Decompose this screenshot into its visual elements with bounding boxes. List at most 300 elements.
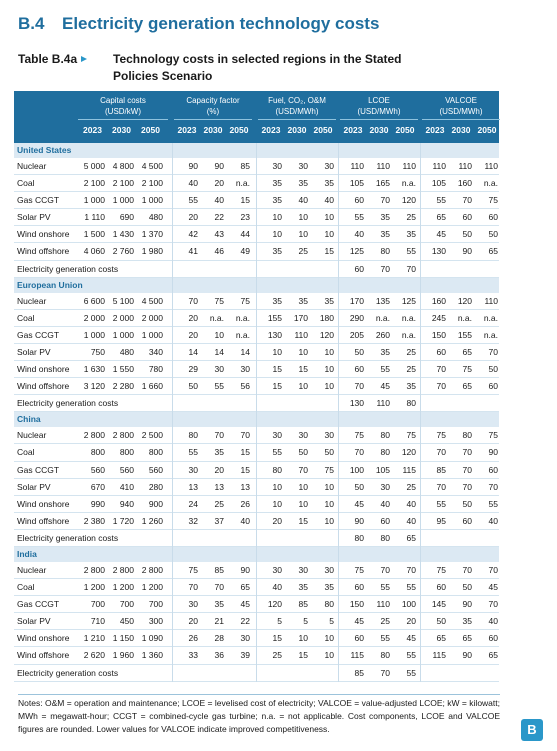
table-cell: 2 800 bbox=[141, 564, 163, 575]
section-title: Electricity generation technology costs bbox=[62, 14, 380, 33]
table-cell: 340 bbox=[148, 346, 163, 357]
column-divider bbox=[256, 143, 257, 682]
table-cell: 10 bbox=[272, 346, 282, 357]
table-cell: 4 800 bbox=[112, 161, 134, 171]
table-cell: 26 bbox=[188, 633, 198, 644]
table-cell: 70 bbox=[462, 564, 472, 575]
table-cell: 45 bbox=[240, 599, 250, 610]
table-cell: 25 bbox=[406, 481, 416, 492]
table-cell: 160 bbox=[431, 295, 446, 306]
table-cell: 35 bbox=[324, 295, 334, 306]
table-cell: 110 bbox=[376, 599, 390, 610]
table-cell: 10 bbox=[272, 212, 282, 223]
table-cell: 13 bbox=[214, 481, 224, 492]
table-cell: 155 bbox=[457, 329, 472, 340]
year-headers bbox=[422, 125, 500, 135]
table-cell: 170 bbox=[293, 312, 308, 323]
table-cell: 10 bbox=[324, 650, 334, 661]
table-cell: 10 bbox=[298, 229, 308, 240]
table-cell: 90 bbox=[488, 447, 498, 458]
table-cell: 35 bbox=[272, 246, 282, 257]
table-cell: 20 bbox=[188, 312, 198, 323]
table-cell: 750 bbox=[90, 346, 105, 357]
table-cell: 33 bbox=[188, 650, 198, 661]
table-cell: 60 bbox=[436, 582, 446, 593]
table-cell: 1 200 bbox=[112, 582, 134, 593]
table-cell: 110 bbox=[294, 329, 308, 340]
table-cell: 35 bbox=[214, 599, 224, 610]
table-cell: 55 bbox=[406, 582, 416, 593]
technology-name: Coal bbox=[17, 447, 35, 458]
table-cell: 70 bbox=[380, 263, 390, 274]
table-cell: 2 000 bbox=[141, 312, 163, 323]
table-cell: 40 bbox=[488, 616, 498, 627]
table-cell: 155 bbox=[267, 312, 282, 323]
table-cell: 65 bbox=[488, 246, 498, 257]
annex-tab: B bbox=[521, 719, 543, 741]
table-cell: 30 bbox=[272, 161, 282, 171]
table-cell: 80 bbox=[380, 447, 390, 458]
year-header: 2030 bbox=[287, 125, 307, 135]
table-cell: n.a. bbox=[401, 312, 416, 323]
table-cell: 2 000 bbox=[112, 312, 134, 323]
table-cell: 35 bbox=[298, 295, 308, 306]
table-cell: 50 bbox=[462, 582, 472, 593]
table-cell: 15 bbox=[240, 195, 250, 206]
table-cell: 70 bbox=[240, 430, 250, 441]
table-cell: 41 bbox=[188, 246, 198, 257]
table-cell: 35 bbox=[272, 195, 282, 206]
table-cell: 800 bbox=[148, 447, 163, 458]
table-cell: 20 bbox=[272, 515, 282, 526]
table-cell: 10 bbox=[298, 381, 308, 392]
table-cell: n.a. bbox=[235, 329, 250, 340]
table-cell: 2 100 bbox=[141, 178, 163, 189]
technology-name: Wind offshore bbox=[17, 246, 70, 257]
table-cell: 20 bbox=[188, 212, 198, 223]
table-cell: 120 bbox=[401, 195, 416, 206]
table-cell: 130 bbox=[431, 246, 446, 257]
table-cell: 50 bbox=[324, 447, 334, 458]
table-cell: 40 bbox=[488, 515, 498, 526]
table-cell: 10 bbox=[298, 346, 308, 357]
table-cell: 90 bbox=[214, 161, 224, 171]
table-cell: 50 bbox=[488, 229, 498, 240]
table-cell: 60 bbox=[354, 633, 364, 644]
table-cell: 2 100 bbox=[83, 178, 105, 189]
year-header: 2030 bbox=[112, 125, 131, 135]
column-divider bbox=[338, 143, 339, 682]
table-cell: 60 bbox=[488, 633, 498, 644]
table-cell: 2 800 bbox=[112, 430, 134, 441]
column-group-header bbox=[258, 95, 336, 120]
table-cell: 40 bbox=[406, 498, 416, 509]
table-cell: 110 bbox=[376, 398, 390, 409]
table-cell: 300 bbox=[148, 616, 163, 627]
table-cell: 10 bbox=[298, 498, 308, 509]
table-cell: 70 bbox=[436, 447, 446, 458]
table-cell: 60 bbox=[354, 582, 364, 593]
table-cell: 70 bbox=[406, 263, 416, 274]
table-cell: 14 bbox=[214, 346, 224, 357]
table-cell: 85 bbox=[214, 564, 224, 575]
table-cell: 70 bbox=[214, 582, 224, 593]
table-cell: 110 bbox=[484, 295, 498, 306]
table-cell: 480 bbox=[148, 212, 163, 223]
technology-name: Coal bbox=[17, 312, 35, 323]
table-cell: 10 bbox=[324, 364, 334, 375]
table-cell: 1 000 bbox=[112, 195, 134, 206]
table-cell: 5 bbox=[277, 616, 282, 627]
table-cell: 32 bbox=[188, 515, 198, 526]
table-cell: 80 bbox=[354, 532, 364, 543]
table-cell: 80 bbox=[324, 599, 334, 610]
table-cell: n.a. bbox=[375, 312, 390, 323]
table-cell: 1 200 bbox=[83, 582, 105, 593]
table-cell: 10 bbox=[324, 212, 334, 223]
table-cell: 14 bbox=[188, 346, 198, 357]
table-cell: 115 bbox=[432, 650, 446, 661]
section-header bbox=[18, 14, 379, 34]
table-cell: 25 bbox=[406, 346, 416, 357]
table-cell: 70 bbox=[188, 295, 198, 306]
column-group-name: Fuel, CO₂, O&M bbox=[268, 96, 326, 105]
table-cell: 75 bbox=[188, 564, 198, 575]
table-cell: 60 bbox=[354, 364, 364, 375]
table-cell: 30 bbox=[188, 599, 198, 610]
table-cell: 50 bbox=[462, 229, 472, 240]
table-cell: 25 bbox=[214, 498, 224, 509]
table-cell: 85 bbox=[436, 464, 446, 475]
table-cell: 46 bbox=[214, 246, 224, 257]
table-cell: 2 800 bbox=[83, 430, 105, 441]
table-cell: 70 bbox=[354, 447, 364, 458]
table-cell: 80 bbox=[188, 430, 198, 441]
table-cell: 1 200 bbox=[141, 582, 163, 593]
table-cell: 75 bbox=[240, 295, 250, 306]
table-cell: 5 100 bbox=[112, 295, 134, 306]
table-cell: 70 bbox=[488, 346, 498, 357]
table-cell: 55 bbox=[188, 447, 198, 458]
table-cell: n.a. bbox=[457, 312, 472, 323]
table-cell: 70 bbox=[380, 195, 390, 206]
table-cell: 110 bbox=[402, 161, 416, 171]
table-cell: 15 bbox=[272, 381, 282, 392]
table-cell: 4 500 bbox=[141, 295, 163, 306]
table-cell: 15 bbox=[298, 364, 308, 375]
table-cell: 30 bbox=[298, 430, 308, 441]
table-cell: 24 bbox=[188, 498, 198, 509]
technology-name: Coal bbox=[17, 582, 35, 593]
table-cell: 110 bbox=[484, 161, 498, 171]
table-cell: 13 bbox=[188, 481, 198, 492]
table-cell: 690 bbox=[119, 212, 134, 223]
table-cell: 55 bbox=[406, 246, 416, 257]
technology-name: Gas CCGT bbox=[17, 599, 60, 610]
table-cell: 10 bbox=[324, 229, 334, 240]
table-cell: 560 bbox=[119, 464, 134, 475]
table-cell: 85 bbox=[354, 667, 364, 678]
table-cell: 10 bbox=[324, 498, 334, 509]
table-cell: 15 bbox=[272, 633, 282, 644]
table-cell: 110 bbox=[458, 161, 472, 171]
table-cell: 5 bbox=[303, 616, 308, 627]
table-cell: 3 120 bbox=[83, 381, 105, 392]
section-number: B.4 bbox=[18, 14, 45, 33]
table-cell: 95 bbox=[436, 515, 446, 526]
year-header: 2050 bbox=[313, 125, 333, 135]
table-cell: 20 bbox=[214, 464, 224, 475]
table-cell: 1 000 bbox=[141, 329, 163, 340]
table-cell: 1 360 bbox=[141, 650, 163, 661]
year-header: 2050 bbox=[395, 125, 415, 135]
table-cell: 205 bbox=[349, 329, 364, 340]
table-cell: 85 bbox=[298, 599, 308, 610]
table-cell: 36 bbox=[214, 650, 224, 661]
year-header: 2023 bbox=[83, 125, 102, 135]
table-cell: 60 bbox=[436, 346, 446, 357]
table-cell: n.a. bbox=[483, 329, 498, 340]
table-cell: 105 bbox=[431, 178, 446, 189]
table-cell: 1 260 bbox=[141, 515, 163, 526]
table-cell: 25 bbox=[298, 246, 308, 257]
region-header: United States bbox=[14, 143, 499, 158]
technology-name: Wind onshore bbox=[17, 498, 70, 509]
table-cell: 25 bbox=[380, 616, 390, 627]
table-cell: 60 bbox=[380, 515, 390, 526]
table-cell: 60 bbox=[488, 212, 498, 223]
table-cell: 35 bbox=[214, 447, 224, 458]
technology-name: Wind onshore bbox=[17, 364, 70, 375]
column-group-unit: (USD/MWh) bbox=[340, 106, 418, 120]
table-cell: 40 bbox=[272, 582, 282, 593]
table-cell: 70 bbox=[462, 195, 472, 206]
table-cell: 55 bbox=[272, 447, 282, 458]
table-cell: 2 800 bbox=[83, 564, 105, 575]
technology-name: Nuclear bbox=[17, 295, 47, 306]
technology-name: Nuclear bbox=[17, 161, 47, 171]
table-cell: 35 bbox=[324, 582, 334, 593]
table-cell: 30 bbox=[214, 364, 224, 375]
table-cell: 2 380 bbox=[83, 515, 105, 526]
table-cell: 75 bbox=[462, 364, 472, 375]
table-cell: 125 bbox=[349, 246, 364, 257]
table-cell: 120 bbox=[319, 329, 334, 340]
technology-name: Electricity generation costs bbox=[17, 263, 119, 274]
technology-name: Gas CCGT bbox=[17, 329, 60, 340]
table-cell: 55 bbox=[488, 498, 498, 509]
table-cell: 15 bbox=[240, 447, 250, 458]
table-cell: 450 bbox=[119, 616, 134, 627]
table-cell: 290 bbox=[349, 312, 364, 323]
table-cell: 70 bbox=[462, 464, 472, 475]
table-cell: 80 bbox=[380, 650, 390, 661]
table-cell: 75 bbox=[354, 430, 364, 441]
table-cell: 55 bbox=[214, 381, 224, 392]
year-header: 2050 bbox=[141, 125, 160, 135]
table-cell: 49 bbox=[240, 246, 250, 257]
table-cell: 22 bbox=[240, 616, 250, 627]
year-header: 2030 bbox=[203, 125, 223, 135]
table-cell: 130 bbox=[267, 329, 282, 340]
table-cell: 20 bbox=[188, 616, 198, 627]
technology-name: Wind offshore bbox=[17, 515, 70, 526]
table-cell: 10 bbox=[324, 515, 334, 526]
table-cell: 60 bbox=[354, 195, 364, 206]
table-cell: 1 000 bbox=[141, 195, 163, 206]
table-cell: 70 bbox=[188, 582, 198, 593]
table-cell: 44 bbox=[240, 229, 250, 240]
column-group-name: Capacity factor bbox=[186, 96, 240, 105]
table-cell: 70 bbox=[436, 481, 446, 492]
table-cell: 15 bbox=[240, 464, 250, 475]
table-cell: 150 bbox=[349, 599, 364, 610]
year-header: 2050 bbox=[229, 125, 249, 135]
table-cell: 2 760 bbox=[112, 246, 134, 257]
table-cell: 800 bbox=[90, 447, 105, 458]
table-cell: 10 bbox=[214, 329, 224, 340]
technology-name: Solar PV bbox=[17, 346, 51, 357]
table-cell: 35 bbox=[406, 229, 416, 240]
table-cell: 135 bbox=[375, 295, 390, 306]
table-notes: Notes: O&M = operation and maintenance; LCOE = levelised cost of electricity; VALCOE = value-adjusted LCOE; kW = kilowatt; MWh = megawatt-hour; CCGT = combined-cycle gas turbine; n.a. = not applicable. Cost components, LCOE and VALCOE figures are rounded. Lower values for VALCOE indicate improved competitiveness. bbox=[18, 694, 500, 736]
table-cell: 45 bbox=[354, 498, 364, 509]
table-cell: 75 bbox=[488, 430, 498, 441]
table-cell: 30 bbox=[324, 161, 334, 171]
table-cell: 40 bbox=[380, 498, 390, 509]
table-cell: 120 bbox=[267, 599, 282, 610]
table-cell: 940 bbox=[119, 498, 134, 509]
table-cell: 180 bbox=[319, 312, 334, 323]
table-cell: 1 370 bbox=[141, 229, 163, 240]
table-cell: 75 bbox=[436, 430, 446, 441]
table-cell: 900 bbox=[148, 498, 163, 509]
technology-name: Wind offshore bbox=[17, 650, 70, 661]
year-header: 2023 bbox=[177, 125, 197, 135]
table-cell: 2 620 bbox=[83, 650, 105, 661]
table-cell: 70 bbox=[462, 447, 472, 458]
table-cell: 670 bbox=[90, 481, 105, 492]
table-cell: 410 bbox=[119, 481, 134, 492]
column-group-unit: (%) bbox=[174, 106, 252, 120]
table-cell: 75 bbox=[324, 464, 334, 475]
table-cell: 60 bbox=[354, 263, 364, 274]
region-header: China bbox=[14, 412, 499, 427]
table-cell: n.a. bbox=[401, 178, 416, 189]
table-cell: 5 000 bbox=[83, 161, 105, 171]
table-cell: 10 bbox=[324, 481, 334, 492]
table-cell: 35 bbox=[380, 346, 390, 357]
table-cell: 15 bbox=[298, 515, 308, 526]
column-group-name: VALCOE bbox=[445, 96, 477, 105]
table-cell: 780 bbox=[148, 364, 163, 375]
year-header: 2023 bbox=[343, 125, 363, 135]
technology-name: Wind onshore bbox=[17, 229, 70, 240]
technology-name: Nuclear bbox=[17, 564, 47, 575]
table-cell: 85 bbox=[240, 161, 250, 171]
table-cell: 30 bbox=[298, 564, 308, 575]
year-header: 2023 bbox=[261, 125, 281, 135]
table-cell: 65 bbox=[436, 633, 446, 644]
table-cell: 10 bbox=[298, 481, 308, 492]
table-cell: 40 bbox=[214, 195, 224, 206]
table-cell: 30 bbox=[272, 564, 282, 575]
table-cell: 35 bbox=[272, 295, 282, 306]
table-cell: 40 bbox=[324, 195, 334, 206]
table-cell: 65 bbox=[462, 346, 472, 357]
table-cell: 2 280 bbox=[112, 381, 134, 392]
technology-name: Electricity generation costs bbox=[17, 532, 119, 543]
table-cell: 15 bbox=[298, 650, 308, 661]
table-label: Table B.4a bbox=[18, 51, 87, 68]
table-cell: 1 110 bbox=[84, 212, 105, 223]
table-cell: 80 bbox=[406, 398, 416, 409]
table-cell: 50 bbox=[488, 364, 498, 375]
table-cell: 28 bbox=[214, 633, 224, 644]
table-cell: 35 bbox=[298, 178, 308, 189]
table-cell: 55 bbox=[406, 667, 416, 678]
column-group-unit: (USD/MWh) bbox=[422, 106, 500, 120]
table-cell: 65 bbox=[488, 650, 498, 661]
table-cell: 90 bbox=[240, 564, 250, 575]
table-cell: 1 500 bbox=[83, 229, 105, 240]
table-cell: 50 bbox=[188, 381, 198, 392]
table-cell: 45 bbox=[406, 633, 416, 644]
table-cell: 22 bbox=[214, 212, 224, 223]
table-cell: 110 bbox=[432, 161, 446, 171]
table-cell: 105 bbox=[375, 464, 390, 475]
year-headers bbox=[174, 125, 252, 135]
table-cell: 75 bbox=[488, 195, 498, 206]
table-cell: 45 bbox=[436, 229, 446, 240]
table-cell: 480 bbox=[119, 346, 134, 357]
table-cell: 60 bbox=[488, 464, 498, 475]
table-cell: 1 960 bbox=[112, 650, 134, 661]
column-group-header bbox=[78, 95, 168, 120]
table-cell: 1 720 bbox=[112, 515, 134, 526]
table-cell: 50 bbox=[436, 616, 446, 627]
table-cell: 75 bbox=[354, 564, 364, 575]
table-cell: 80 bbox=[380, 246, 390, 257]
table-cell: 115 bbox=[350, 650, 364, 661]
table-cell: 50 bbox=[298, 447, 308, 458]
table-cell: 20 bbox=[406, 616, 416, 627]
table-cell: 70 bbox=[380, 564, 390, 575]
region-header: European Union bbox=[14, 278, 499, 293]
technology-name: Gas CCGT bbox=[17, 195, 60, 206]
table-cell: 23 bbox=[240, 212, 250, 223]
table-cell: 10 bbox=[272, 498, 282, 509]
table-cell: 30 bbox=[240, 364, 250, 375]
table-cell: n.a. bbox=[401, 329, 416, 340]
column-group-name: LCOE bbox=[368, 96, 390, 105]
table-cell: 30 bbox=[324, 564, 334, 575]
technology-name: Solar PV bbox=[17, 212, 51, 223]
table-cell: 150 bbox=[431, 329, 446, 340]
column-group-header bbox=[174, 95, 252, 120]
table-cell: 14 bbox=[240, 346, 250, 357]
table-cell: n.a. bbox=[235, 312, 250, 323]
table-cell: 70 bbox=[436, 364, 446, 375]
table-cell: 55 bbox=[380, 364, 390, 375]
technology-name: Electricity generation costs bbox=[17, 667, 119, 678]
table-cell: 80 bbox=[462, 430, 472, 441]
table-cell: 60 bbox=[462, 515, 472, 526]
table-cell: 30 bbox=[324, 430, 334, 441]
table-cell: 35 bbox=[324, 178, 334, 189]
table-cell: 15 bbox=[272, 364, 282, 375]
table-cell: 260 bbox=[375, 329, 390, 340]
